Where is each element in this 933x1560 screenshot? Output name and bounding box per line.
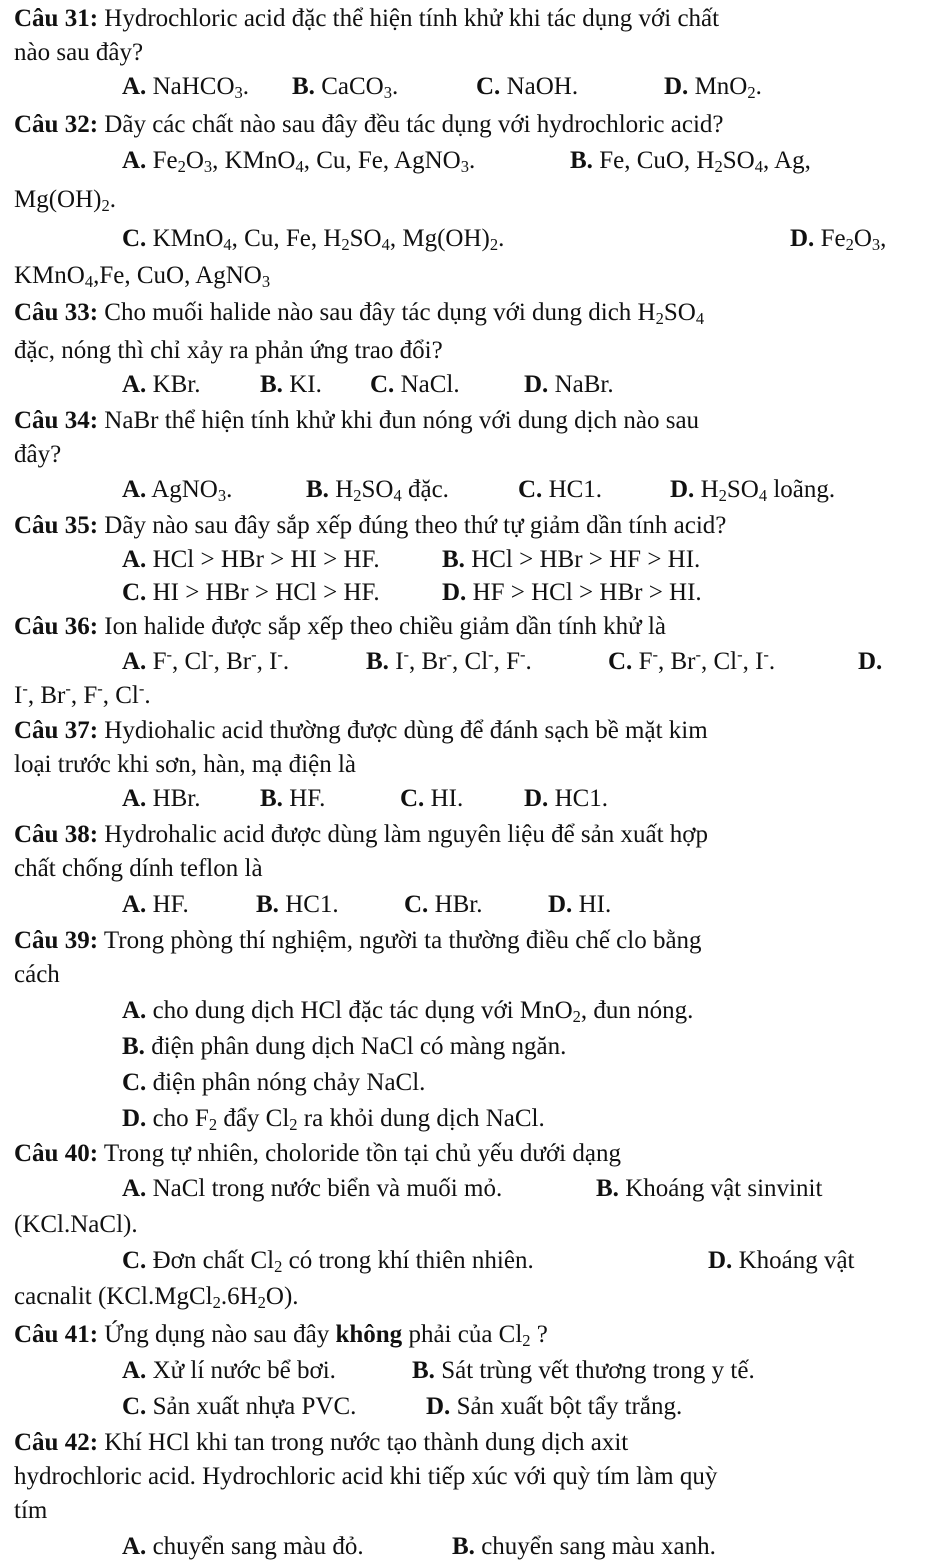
option-text: Fe, CuO, $H_2SO_4$, Ag, [599, 147, 811, 177]
option-text: HI. [578, 891, 612, 918]
option-letter: B. [442, 546, 465, 573]
q41-option-b [412, 1358, 755, 1383]
option-letter: A. [122, 1533, 147, 1560]
option-text: AgNO$_3$. [151, 476, 233, 506]
option-letter: A. [122, 785, 147, 812]
option-letter: D. [122, 1105, 147, 1132]
question-text: Hydrohalic acid được dùng làm nguyên liệu để sản xuất hợp [104, 821, 709, 848]
option-letter: B. [412, 1357, 435, 1384]
option-letter: A. [122, 546, 147, 573]
q33-option-c [370, 372, 460, 397]
question-text-cont: cách [14, 961, 60, 988]
option-letter: B. [306, 476, 329, 503]
question-label: Câu 39: [14, 927, 99, 954]
option-text: $H_2SO_4$ loãng. [700, 476, 836, 506]
option-letter: A. [122, 73, 147, 100]
q38-option-d [548, 892, 611, 917]
option-letter: C. [122, 225, 147, 252]
q33-option-a [122, 372, 201, 397]
question-text: Hydrochloric acid đặc thể hiện tính khử khi tác dụng với chất [104, 5, 720, 32]
q41-option-a [122, 1358, 336, 1383]
q39-option-d [122, 1105, 545, 1135]
q32-option-d-cont: KMnO$_4$,Fe, CuO, AgNO$_3$ [14, 262, 271, 292]
q39-option-a [122, 997, 694, 1027]
question-text-cont: đây? [14, 441, 62, 468]
question-42-cont [14, 1464, 717, 1489]
option-letter: C. [404, 891, 429, 918]
option-letter: A. [122, 648, 147, 675]
q35-option-d [442, 580, 702, 605]
question-text: Hydiohalic acid thường được dùng để đánh sạch bề mặt kim [104, 717, 708, 744]
question-text-post: phải của $Cl_2$ ? [408, 1321, 548, 1351]
option-text: KI. [289, 371, 322, 398]
option-letter: C. [122, 1247, 147, 1274]
question-41 [14, 1321, 548, 1351]
q36-option-a [122, 644, 290, 675]
option-letter: B. [366, 648, 389, 675]
option-text: Khoáng vật sinvinit [625, 1175, 823, 1202]
option-letter: C. [400, 785, 425, 812]
option-text: HC1. [548, 476, 603, 503]
option-text: HI > HBr > HCl > HF. [152, 579, 380, 606]
option-letter: A. [122, 997, 147, 1024]
question-text: Dãy nào sau đây sắp xếp đúng theo thứ tự giảm dần tính acid? [104, 512, 727, 539]
q41-option-d [426, 1394, 682, 1419]
option-letter: A. [122, 147, 147, 174]
q38-option-a [122, 892, 189, 917]
q40-option-d-cont: cacnalit $(KCl.MgCl_2.6H_2O)$. [14, 1283, 299, 1313]
q40-option-d [708, 1248, 855, 1273]
q40-option-b-cont: (KCl.NaCl). [14, 1211, 138, 1238]
question-label: Câu 34: [14, 407, 99, 434]
question-42-cont2 [14, 1498, 47, 1523]
question-text-cont: tím [14, 1497, 48, 1524]
q42-option-b [452, 1534, 716, 1559]
question-text: Cho muối halide nào sau đây tác dụng với dung dich $H_2SO_4$ [104, 299, 705, 329]
question-text: Trong tự nhiên, choloride tồn tại chủ yếu dưới dạng [103, 1140, 621, 1167]
option-text: NaBr. [554, 371, 614, 398]
question-text-cont: chất chống dính teflon là [14, 855, 263, 882]
option-letter: B. [260, 785, 283, 812]
question-text-cont: hydrochloric acid. Hydrochloric acid khi tiếp xúc với quỳ tím làm quỳ [14, 1463, 718, 1490]
option-letter: A. [122, 476, 147, 503]
option-letter: B. [570, 147, 593, 174]
option-letter: C. [476, 73, 501, 100]
q40-option-b [596, 1176, 822, 1201]
question-label: Câu 32: [14, 111, 99, 138]
option-text: Sản xuất bột tẩy trắng. [456, 1393, 683, 1420]
question-text: Trong phòng thí nghiệm, người ta thường điều chế clo bằng [103, 927, 702, 954]
option-text: HC1. [285, 891, 339, 918]
option-letter: D. [858, 648, 883, 675]
question-label: Câu 36: [14, 613, 99, 640]
question-text: NaBr thể hiện tính khử khi đun nóng với dung dịch nào sau [104, 407, 700, 434]
option-text: chuyển sang màu xanh. [481, 1533, 716, 1560]
option-letter: A. [122, 371, 147, 398]
option-letter: D. [790, 225, 815, 252]
option-letter: D. [708, 1247, 733, 1274]
question-text-cont: nào sau đây? [14, 39, 144, 66]
q42-option-a [122, 1534, 364, 1559]
q35-option-a [122, 547, 380, 572]
question-text: Khí HCl khi tan trong nước tạo thành dung dịch axit [104, 1429, 629, 1456]
option-text: HCl > HBr > HF > HI. [471, 546, 701, 573]
question-label: Câu 37: [14, 717, 99, 744]
option-letter: B. [122, 1033, 145, 1060]
question-label: Câu 40: [14, 1140, 99, 1167]
option-text: $H_2SO_4$ đặc. [335, 476, 449, 506]
option-text: HF > HCl > HBr > HI. [472, 579, 702, 606]
option-letter: D. [524, 371, 549, 398]
question-33-cont [14, 338, 443, 363]
question-label: Câu 35: [14, 512, 99, 539]
q32-option-c [122, 225, 505, 255]
q37-option-c [400, 786, 463, 811]
q33-option-b [260, 372, 322, 397]
q40-option-a [122, 1176, 502, 1201]
option-letter: B. [260, 371, 283, 398]
question-label: Câu 42: [14, 1429, 99, 1456]
question-label: Câu 41: [14, 1321, 99, 1348]
q34-option-a [122, 476, 233, 506]
question-32 [14, 112, 724, 137]
option-letter: C. [122, 1069, 147, 1096]
option-text: điện phân dung dịch NaCl có màng ngăn. [151, 1033, 567, 1060]
q32-option-d [790, 225, 887, 255]
q36-option-d [858, 649, 882, 674]
option-text: cho $F_2$ đẩy $Cl_2$ ra khỏi dung dịch NaCl. [152, 1105, 545, 1135]
q36-option-d-cont: I-, Br-, F-, Cl-. [14, 678, 151, 709]
option-letter: A. [122, 1175, 147, 1202]
option-text: KMnO$_4$, Cu, Fe, $H_2SO_4$, $Mg(OH)_2$. [152, 225, 505, 255]
question-39-cont [14, 962, 60, 987]
option-text: HF. [152, 891, 189, 918]
option-text: F-, Br-, Cl-, I-. [638, 644, 776, 675]
option-text: NaHCO$_3$. [152, 73, 249, 103]
option-letter: B. [452, 1533, 475, 1560]
option-letter: B. [596, 1175, 619, 1202]
option-letter: D. [524, 785, 549, 812]
question-31 [14, 6, 719, 31]
q31-option-a [122, 73, 249, 103]
option-letter: A. [122, 1357, 147, 1384]
option-letter: D. [664, 73, 689, 100]
question-36 [14, 614, 666, 639]
q37-option-d [524, 786, 608, 811]
option-text: NaCl trong nước biển và muối mỏ. [152, 1175, 503, 1202]
q34-option-c [518, 477, 602, 502]
q32-option-a [122, 147, 476, 177]
option-text: $Fe_2O_3$, KMnO$_4$, Cu, Fe, AgNO$_3$. [152, 147, 476, 177]
q33-option-d [524, 372, 614, 397]
option-letter: C. [122, 1393, 147, 1420]
option-text: HC1. [554, 785, 609, 812]
q39-option-c [122, 1070, 425, 1095]
option-text: cho dung dịch HCl đặc tác dụng với MnO$_2$, đun nóng. [152, 997, 694, 1027]
question-38 [14, 822, 708, 847]
question-emphasis: không [335, 1321, 403, 1348]
q35-option-c [122, 580, 380, 605]
option-text: Sản xuất nhựa PVC. [152, 1393, 357, 1420]
question-37-cont [14, 752, 356, 777]
q36-option-c [608, 644, 776, 675]
question-33 [14, 299, 919, 329]
option-text: F-, Cl-, Br-, I-. [152, 644, 290, 675]
q36-option-b [366, 644, 532, 675]
option-text: điện phân nóng chảy NaCl. [152, 1069, 426, 1096]
option-text: MnO$_2$. [694, 73, 762, 103]
option-text: HCl > HBr > HI > HF. [152, 546, 380, 573]
question-34-cont [14, 442, 61, 467]
q31-option-b [292, 73, 399, 103]
option-letter: C. [608, 648, 633, 675]
question-text-cont: loại trước khi sơn, hàn, mạ điện là [14, 751, 356, 778]
question-label: Câu 33: [14, 299, 99, 326]
option-text: Khoáng vật [738, 1247, 855, 1274]
question-text: Ứng dụng nào sau đây [104, 1321, 330, 1348]
q35-option-b [442, 547, 700, 572]
option-letter: D. [548, 891, 573, 918]
q38-option-c [404, 892, 483, 917]
question-text: Dãy các chất nào sau đây đều tác dụng với hydrochloric acid? [104, 111, 724, 138]
q40-option-c [122, 1247, 534, 1277]
question-text-cont: đặc, nóng thì chỉ xảy ra phản ứng trao đổi? [14, 337, 443, 364]
q34-option-d [670, 476, 836, 506]
question-label: Câu 31: [14, 5, 99, 32]
option-text: I-, Br-, Cl-, F-. [395, 644, 532, 675]
option-letter: D. [670, 476, 695, 503]
option-text: Sát trùng vết thương trong y tế. [441, 1357, 755, 1384]
question-34 [14, 408, 699, 433]
option-letter: B. [256, 891, 279, 918]
option-text: $Fe_2O_3$, [820, 225, 887, 255]
option-letter: D. [426, 1393, 451, 1420]
option-text: NaCl. [400, 371, 460, 398]
q34-option-b [306, 476, 449, 506]
option-letter: B. [292, 73, 315, 100]
question-label: Câu 38: [14, 821, 99, 848]
q39-option-b [122, 1034, 566, 1059]
question-38-cont [14, 856, 263, 881]
question-40 [14, 1141, 621, 1166]
q41-option-c [122, 1394, 356, 1419]
option-text: CaCO$_3$. [321, 73, 399, 103]
question-42 [14, 1430, 628, 1455]
option-letter: C. [518, 476, 543, 503]
option-letter: C. [370, 371, 395, 398]
option-text: Xử lí nước bể bơi. [152, 1357, 336, 1384]
option-text: chuyển sang màu đỏ. [152, 1533, 364, 1560]
question-37 [14, 718, 708, 743]
q31-option-d [664, 73, 762, 103]
option-letter: A. [122, 891, 147, 918]
option-text: NaOH. [506, 73, 579, 100]
option-text: HBr. [434, 891, 483, 918]
option-text: KBr. [152, 371, 201, 398]
q32-option-b [570, 147, 811, 177]
q37-option-a [122, 786, 201, 811]
option-letter: C. [122, 579, 147, 606]
option-letter: D. [442, 579, 467, 606]
q32-option-b-cont: $Mg(OH)_2$. [14, 186, 116, 216]
question-35 [14, 513, 726, 538]
q38-option-b [256, 892, 339, 917]
option-text: HBr. [152, 785, 201, 812]
question-39 [14, 928, 702, 953]
question-text: Ion halide được sắp xếp theo chiều giảm dần tính khử là [104, 613, 666, 640]
q37-option-b [260, 786, 325, 811]
question-31-cont [14, 40, 143, 65]
q31-option-c [476, 74, 578, 99]
option-text: Đơn chất $Cl_2$ có trong khí thiên nhiên. [152, 1247, 534, 1277]
option-text: HI. [430, 785, 464, 812]
option-text: HF. [289, 785, 326, 812]
